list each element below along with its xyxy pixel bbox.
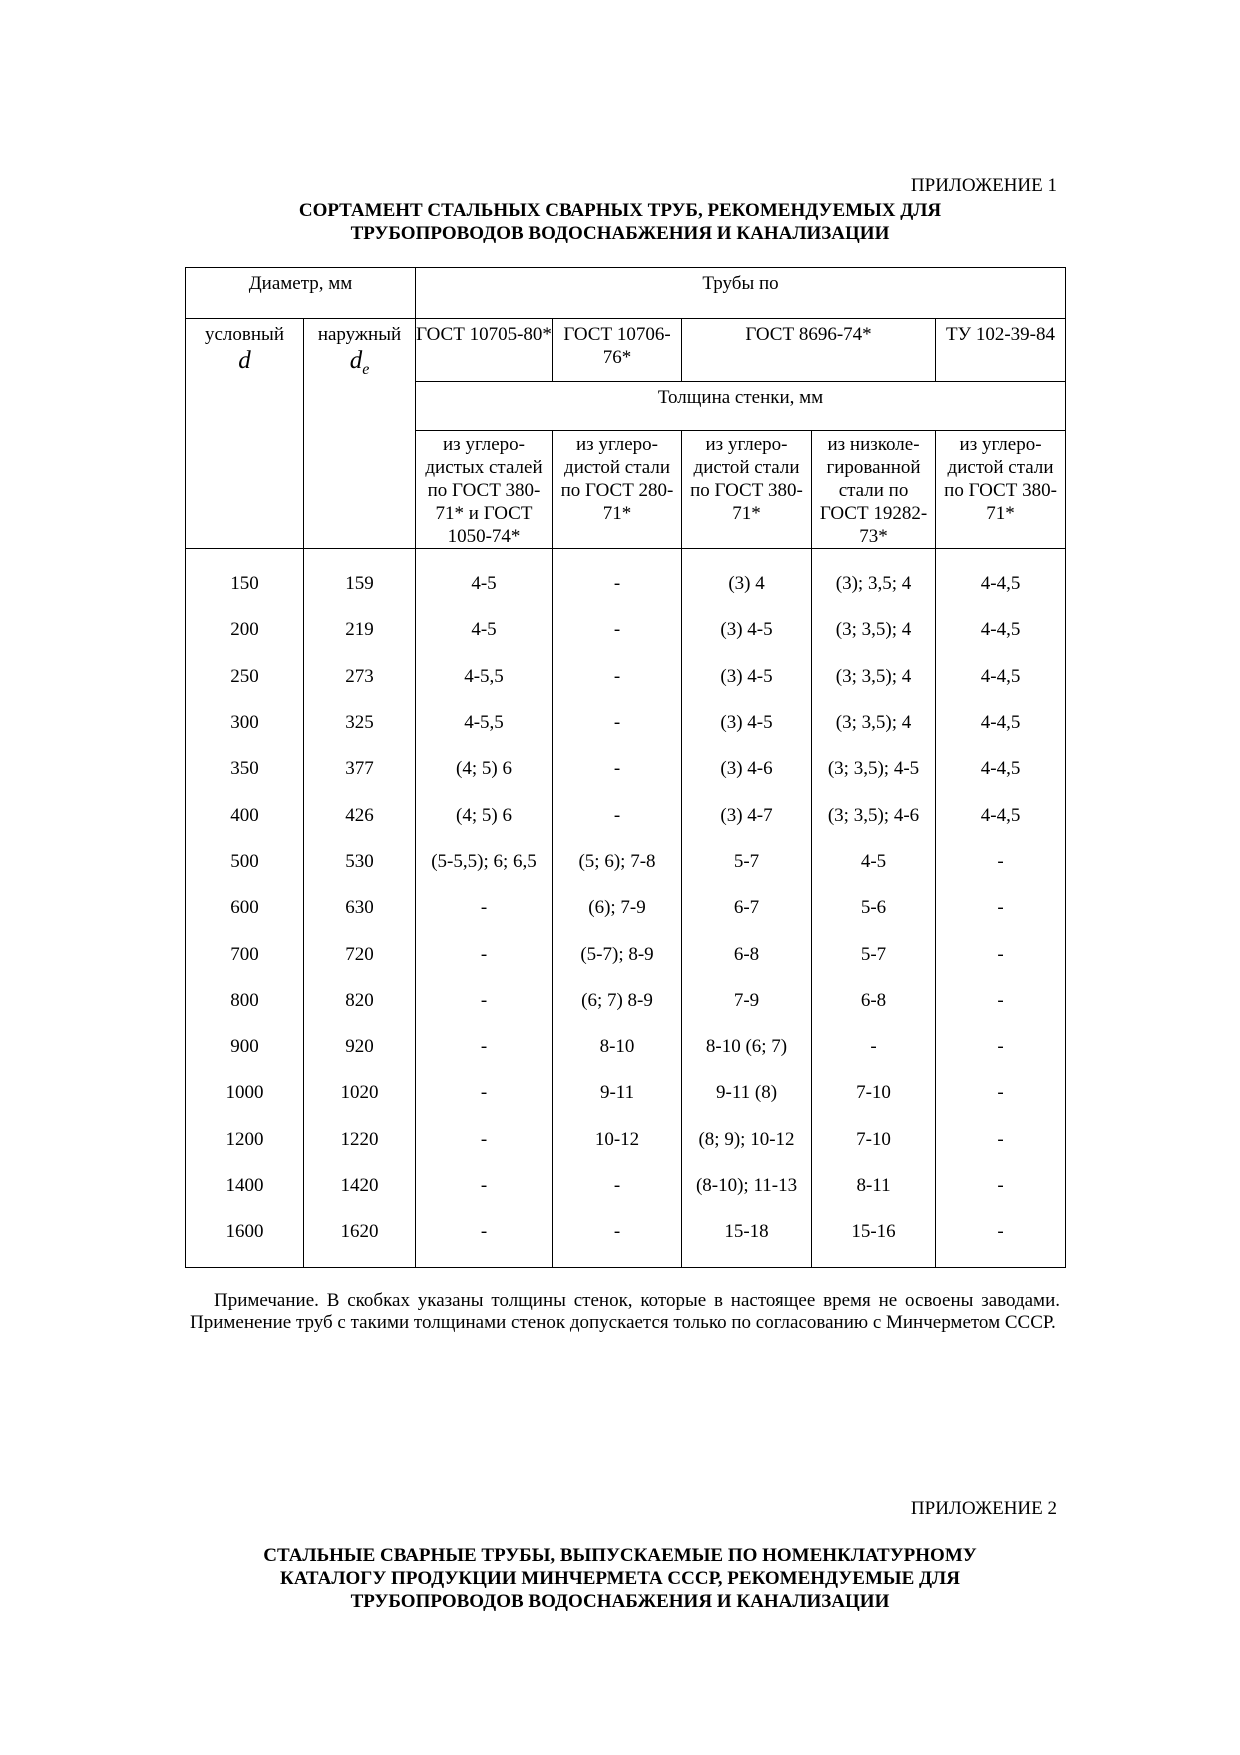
table-cell: 7-9 xyxy=(682,978,812,1024)
table-cell: 4-4,5 xyxy=(936,607,1066,653)
table-row xyxy=(186,1024,1066,1070)
table-cell: 900 xyxy=(186,1024,304,1070)
table-cell: 10-12 xyxy=(553,1117,682,1163)
table-body xyxy=(186,549,1066,1268)
table-row xyxy=(186,839,1066,885)
table-cell: 800 xyxy=(186,978,304,1024)
table-cell: 300 xyxy=(186,700,304,746)
material-header: из углеро-дистой стали по ГОСТ 380-71* xyxy=(682,431,812,549)
table-cell: - xyxy=(936,1117,1066,1163)
table-cell: (3) 4 xyxy=(682,549,812,608)
table-cell: 4-4,5 xyxy=(936,654,1066,700)
title-line: ТРУБОПРОВОДОВ ВОДОСНАБЖЕНИЯ И КАНАЛИЗАЦИИ xyxy=(350,1591,890,1612)
title-line: КАТАЛОГУ ПРОДУКЦИИ МИНЧЕРМЕТА СССР, РЕКОМЕНДУЕМЫЕ ДЛЯ xyxy=(280,1568,960,1589)
table-cell: 1020 xyxy=(304,1070,416,1116)
material-header: из углеро-дистой стали по ГОСТ 380-71* xyxy=(936,431,1066,549)
wall-thickness-header: Толщина стенки, мм xyxy=(416,382,1066,431)
table-cell: - xyxy=(553,654,682,700)
table-cell: 630 xyxy=(304,885,416,931)
table-cell: 4-5,5 xyxy=(416,700,553,746)
table-cell: - xyxy=(553,746,682,792)
table-cell: 9-11 (8) xyxy=(682,1070,812,1116)
table-cell: 4-5,5 xyxy=(416,654,553,700)
table-cell: 7-10 xyxy=(812,1117,936,1163)
table-cell: 350 xyxy=(186,746,304,792)
table-cell: (3; 3,5); 4 xyxy=(812,700,936,746)
table-cell: 4-5 xyxy=(416,607,553,653)
table-row xyxy=(186,1117,1066,1163)
table-cell: 1000 xyxy=(186,1070,304,1116)
table-cell: 1420 xyxy=(304,1163,416,1209)
table-cell: (3; 3,5); 4 xyxy=(812,654,936,700)
table-cell: (3) 4-7 xyxy=(682,792,812,838)
material-header: из низколе-гированной стали по ГОСТ 19282-73* xyxy=(812,431,936,549)
table-cell: (3) 4-6 xyxy=(682,746,812,792)
table-cell: - xyxy=(553,1163,682,1209)
table-row xyxy=(186,1070,1066,1116)
table-row xyxy=(186,931,1066,977)
table-cell: 6-8 xyxy=(812,978,936,1024)
table-cell: 1220 xyxy=(304,1117,416,1163)
table-cell: - xyxy=(936,839,1066,885)
table-cell: (3) 4-5 xyxy=(682,654,812,700)
table-cell: 8-10 xyxy=(553,1024,682,1070)
table-cell: 400 xyxy=(186,792,304,838)
table-row xyxy=(186,1163,1066,1209)
table-cell: 4-4,5 xyxy=(936,549,1066,608)
standard-header: ГОСТ 10706-76* xyxy=(553,319,682,382)
table-row xyxy=(186,1209,1066,1268)
table-cell: (3) 4-5 xyxy=(682,607,812,653)
table-cell: (3); 3,5; 4 xyxy=(812,549,936,608)
material-header: из углеро-дистых сталей по ГОСТ 380-71* и ГОСТ 1050-74* xyxy=(416,431,553,549)
table-cell: 5-7 xyxy=(812,931,936,977)
table-cell: 7-10 xyxy=(812,1070,936,1116)
table-row xyxy=(186,792,1066,838)
table-cell: 4-4,5 xyxy=(936,700,1066,746)
pipes-header: Трубы по xyxy=(416,268,1066,319)
standard-header: ГОСТ 8696-74* xyxy=(682,319,936,382)
table-cell: (5; 6); 7-8 xyxy=(553,839,682,885)
table-cell: (3; 3,5); 4 xyxy=(812,607,936,653)
table-cell: 150 xyxy=(186,549,304,608)
table-cell: 9-11 xyxy=(553,1070,682,1116)
standard-header: ТУ 102-39-84 xyxy=(936,319,1066,382)
table-cell: (3; 3,5); 4-5 xyxy=(812,746,936,792)
table-cell: 5-6 xyxy=(812,885,936,931)
table-cell: - xyxy=(553,1209,682,1268)
table-cell: - xyxy=(416,1209,553,1268)
table-row xyxy=(186,700,1066,746)
table-cell: 4-5 xyxy=(416,549,553,608)
table-cell: - xyxy=(936,1209,1066,1268)
table-cell: - xyxy=(416,1163,553,1209)
table-cell: 273 xyxy=(304,654,416,700)
appendix-2-title xyxy=(185,1544,1055,1613)
appendix-1-label: ПРИЛОЖЕНИЕ 1 xyxy=(910,175,1057,196)
outer-diameter-header xyxy=(304,319,416,549)
table-cell: - xyxy=(936,885,1066,931)
table-cell: 4-4,5 xyxy=(936,792,1066,838)
title-line: ТРУБОПРОВОДОВ ВОДОСНАБЖЕНИЯ И КАНАЛИЗАЦИИ xyxy=(350,223,890,244)
table-cell: 15-18 xyxy=(682,1209,812,1268)
table-cell: 1620 xyxy=(304,1209,416,1268)
table-cell: 250 xyxy=(186,654,304,700)
table-cell: (4; 5) 6 xyxy=(416,792,553,838)
pipe-assortment-table xyxy=(185,267,1066,1268)
table-cell: - xyxy=(416,1024,553,1070)
table-cell: - xyxy=(812,1024,936,1070)
nominal-diameter-header xyxy=(186,319,304,549)
table-row xyxy=(186,654,1066,700)
table-cell: 1200 xyxy=(186,1117,304,1163)
table-row xyxy=(186,978,1066,1024)
table-cell: (8-10); 11-13 xyxy=(682,1163,812,1209)
table-cell: 8-11 xyxy=(812,1163,936,1209)
table-cell: - xyxy=(553,549,682,608)
table-cell: - xyxy=(936,1070,1066,1116)
table-cell: 1400 xyxy=(186,1163,304,1209)
outer-label: наружный xyxy=(317,324,402,345)
table-note: Примечание. В скобках указаны толщины стенок, которые в настоящее время не освоены заводами. Применение труб с такими толщинами стенок допускается только по согласованию с Минчерметом СССР. xyxy=(190,1290,1060,1333)
table-cell: - xyxy=(416,1117,553,1163)
standard-header: ГОСТ 10705-80* xyxy=(416,319,553,382)
title-line: СТАЛЬНЫЕ СВАРНЫЕ ТРУБЫ, ВЫПУСКАЕМЫЕ ПО НОМЕНКЛАТУРНОМУ xyxy=(263,1545,977,1566)
diameter-header: Диаметр, мм xyxy=(186,268,416,319)
table-cell: - xyxy=(416,978,553,1024)
table-cell: - xyxy=(416,1070,553,1116)
table-row xyxy=(186,746,1066,792)
table-cell: - xyxy=(553,700,682,746)
table-cell: - xyxy=(936,1024,1066,1070)
table-cell: 219 xyxy=(304,607,416,653)
table-cell: 530 xyxy=(304,839,416,885)
table-cell: (6); 7-9 xyxy=(553,885,682,931)
table-cell: (5-7); 8-9 xyxy=(553,931,682,977)
table-cell: (6; 7) 8-9 xyxy=(553,978,682,1024)
table-cell: 600 xyxy=(186,885,304,931)
table-cell: - xyxy=(936,931,1066,977)
table-cell: 920 xyxy=(304,1024,416,1070)
table-cell: 6-7 xyxy=(682,885,812,931)
table-cell: (3; 3,5); 4-6 xyxy=(812,792,936,838)
table-cell: 15-16 xyxy=(812,1209,936,1268)
table-cell: 159 xyxy=(304,549,416,608)
table-cell: 426 xyxy=(304,792,416,838)
nominal-label: условный xyxy=(205,324,284,345)
table-cell: - xyxy=(553,792,682,838)
table-cell: 720 xyxy=(304,931,416,977)
table-row xyxy=(186,885,1066,931)
table-cell: - xyxy=(416,931,553,977)
table-cell: 5-7 xyxy=(682,839,812,885)
table-cell: 700 xyxy=(186,931,304,977)
table-cell: 325 xyxy=(304,700,416,746)
table-row xyxy=(186,607,1066,653)
table-row xyxy=(186,549,1066,608)
title-line: СОРТАМЕНТ СТАЛЬНЫХ СВАРНЫХ ТРУБ, РЕКОМЕНДУЕМЫХ ДЛЯ xyxy=(298,200,942,221)
table-cell: - xyxy=(936,978,1066,1024)
table-cell: 4-5 xyxy=(812,839,936,885)
table-cell: (5-5,5); 6; 6,5 xyxy=(416,839,553,885)
nominal-symbol: d xyxy=(238,347,251,374)
material-header: из углеро-дистой стали по ГОСТ 280-71* xyxy=(553,431,682,549)
appendix-2-label: ПРИЛОЖЕНИЕ 2 xyxy=(910,1498,1057,1519)
table-cell: 4-4,5 xyxy=(936,746,1066,792)
table-cell: 6-8 xyxy=(682,931,812,977)
table-cell: 1600 xyxy=(186,1209,304,1268)
table-cell: 200 xyxy=(186,607,304,653)
table-cell: - xyxy=(416,885,553,931)
table-cell: 377 xyxy=(304,746,416,792)
table-cell: 8-10 (6; 7) xyxy=(682,1024,812,1070)
table-cell: 500 xyxy=(186,839,304,885)
table-cell: 820 xyxy=(304,978,416,1024)
table-cell: (4; 5) 6 xyxy=(416,746,553,792)
table-cell: - xyxy=(936,1163,1066,1209)
appendix-1-title xyxy=(185,199,1055,245)
table-cell: (3) 4-5 xyxy=(682,700,812,746)
table-cell: (8; 9); 10-12 xyxy=(682,1117,812,1163)
table-cell: - xyxy=(553,607,682,653)
outer-symbol: $d_e$ xyxy=(349,347,370,378)
